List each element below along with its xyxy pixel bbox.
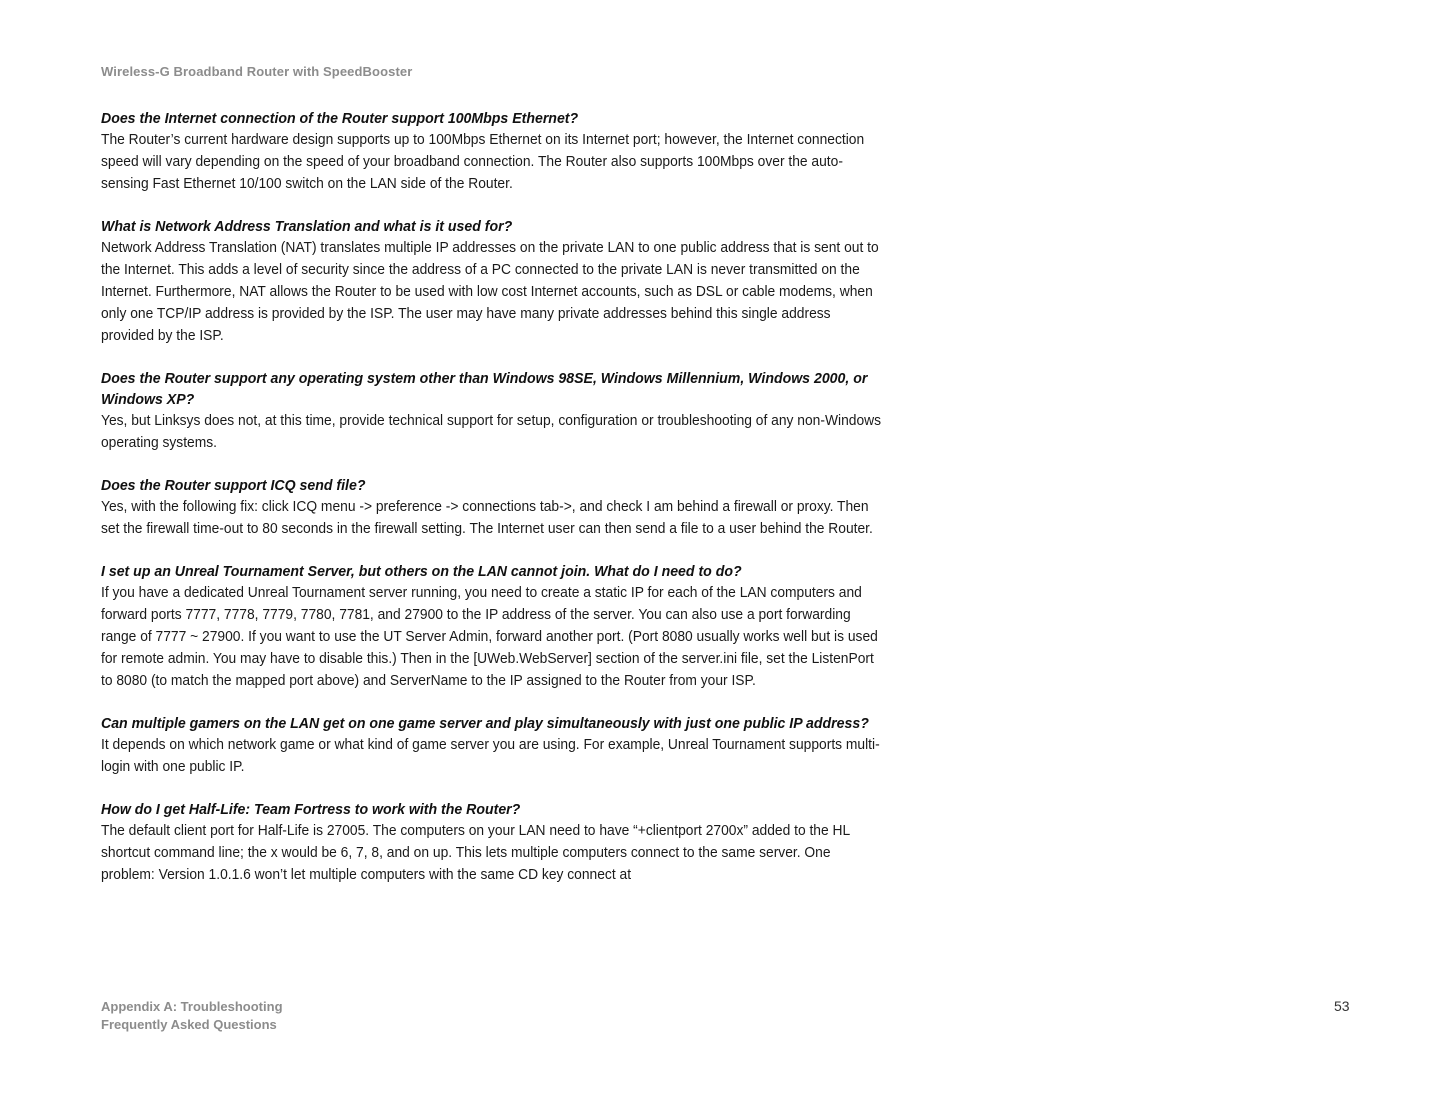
footer	[101, 998, 283, 1034]
running-header: Wireless-G Broadband Router with SpeedBooster	[101, 64, 413, 79]
faq-item	[101, 475, 901, 540]
faq-answer: Yes, with the following fix: click ICQ menu -> preference -> connections tab->, and check I am behind a firewall or proxy. Then set the firewall time-out to 80 seconds in the firewall setting. The Internet user can then send a file to a user behind the Router.	[101, 498, 873, 537]
faq-question: I set up an Unreal Tournament Server, but others on the LAN cannot join. What do I need to do?	[101, 563, 742, 580]
faq-item	[101, 799, 901, 886]
faq-item	[101, 561, 901, 692]
faq-answer: Yes, but Linksys does not, at this time, provide technical support for setup, configuration or troubleshooting of any non-Windows operating systems.	[101, 412, 882, 451]
faq-item	[101, 108, 901, 195]
faq-answer: It depends on which network game or what kind of game server you are using. For example, Unreal Tournament supports multi-login with one public IP.	[101, 736, 880, 775]
page-number: 53	[1334, 998, 1350, 1014]
faq-answer: The default client port for Half-Life is 27005. The computers on your LAN need to have “+clientport 2700x” added to the HL shortcut command line; the x would be 6, 7, 8, and on up. This lets multiple computers connect to the same server. One problem: Version 1.0.1.6 won’t let multiple computers with the same CD key connect at	[101, 822, 850, 883]
faq-answer: The Router’s current hardware design supports up to 100Mbps Ethernet on its Internet port; however, the Internet connection speed will vary depending on the speed of your broadband connection. The Router also supports 100Mbps over the auto-sensing Fast Ethernet 10/100 switch on the LAN side of the Router.	[101, 131, 865, 192]
footer-section-title: Appendix A: Troubleshooting	[101, 999, 283, 1014]
faq-question: Does the Router support ICQ send file?	[101, 477, 366, 494]
faq-question: How do I get Half-Life: Team Fortress to work with the Router?	[101, 801, 521, 818]
faq-question: What is Network Address Translation and what is it used for?	[101, 218, 513, 235]
faq-item	[101, 216, 901, 347]
faq-question: Does the Internet connection of the Router support 100Mbps Ethernet?	[101, 110, 579, 127]
faq-answer: If you have a dedicated Unreal Tournament server running, you need to create a static IP for each of the LAN computers and forward ports 7777, 7778, 7779, 7780, 7781, and 27900 to the IP address of the server. You can also use a port forwarding range of 7777 ~ 27900. If you want to use the UT Server Admin, forward another port. (Port 8080 usually works well but is used for remote admin. You may have to disable this.) Then in the [UWeb.WebServer] section of the server.ini file, set the ListenPort to 8080 (to match the mapped port above) and ServerName to the IP assigned to the Router from your ISP.	[101, 584, 878, 689]
faq-answer: Network Address Translation (NAT) translates multiple IP addresses on the private LAN to one public address that is sent out to the Internet. This adds a level of security since the address of a PC connected to the private LAN is never transmitted on the Internet. Furthermore, NAT allows the Router to be used with low cost Internet accounts, such as DSL or cable modems, when only one TCP/IP address is provided by the ISP. The user may have many private addresses behind this single address provided by the ISP.	[101, 239, 879, 344]
faq-item	[101, 713, 901, 778]
faq-item	[101, 368, 901, 454]
faq-list	[101, 108, 901, 907]
footer-subsection-title: Frequently Asked Questions	[101, 1017, 277, 1032]
faq-question: Can multiple gamers on the LAN get on one game server and play simultaneously with just one public IP address?	[101, 715, 869, 732]
faq-question: Does the Router support any operating system other than Windows 98SE, Windows Millennium, Windows 2000, or Windows XP?	[101, 370, 868, 408]
